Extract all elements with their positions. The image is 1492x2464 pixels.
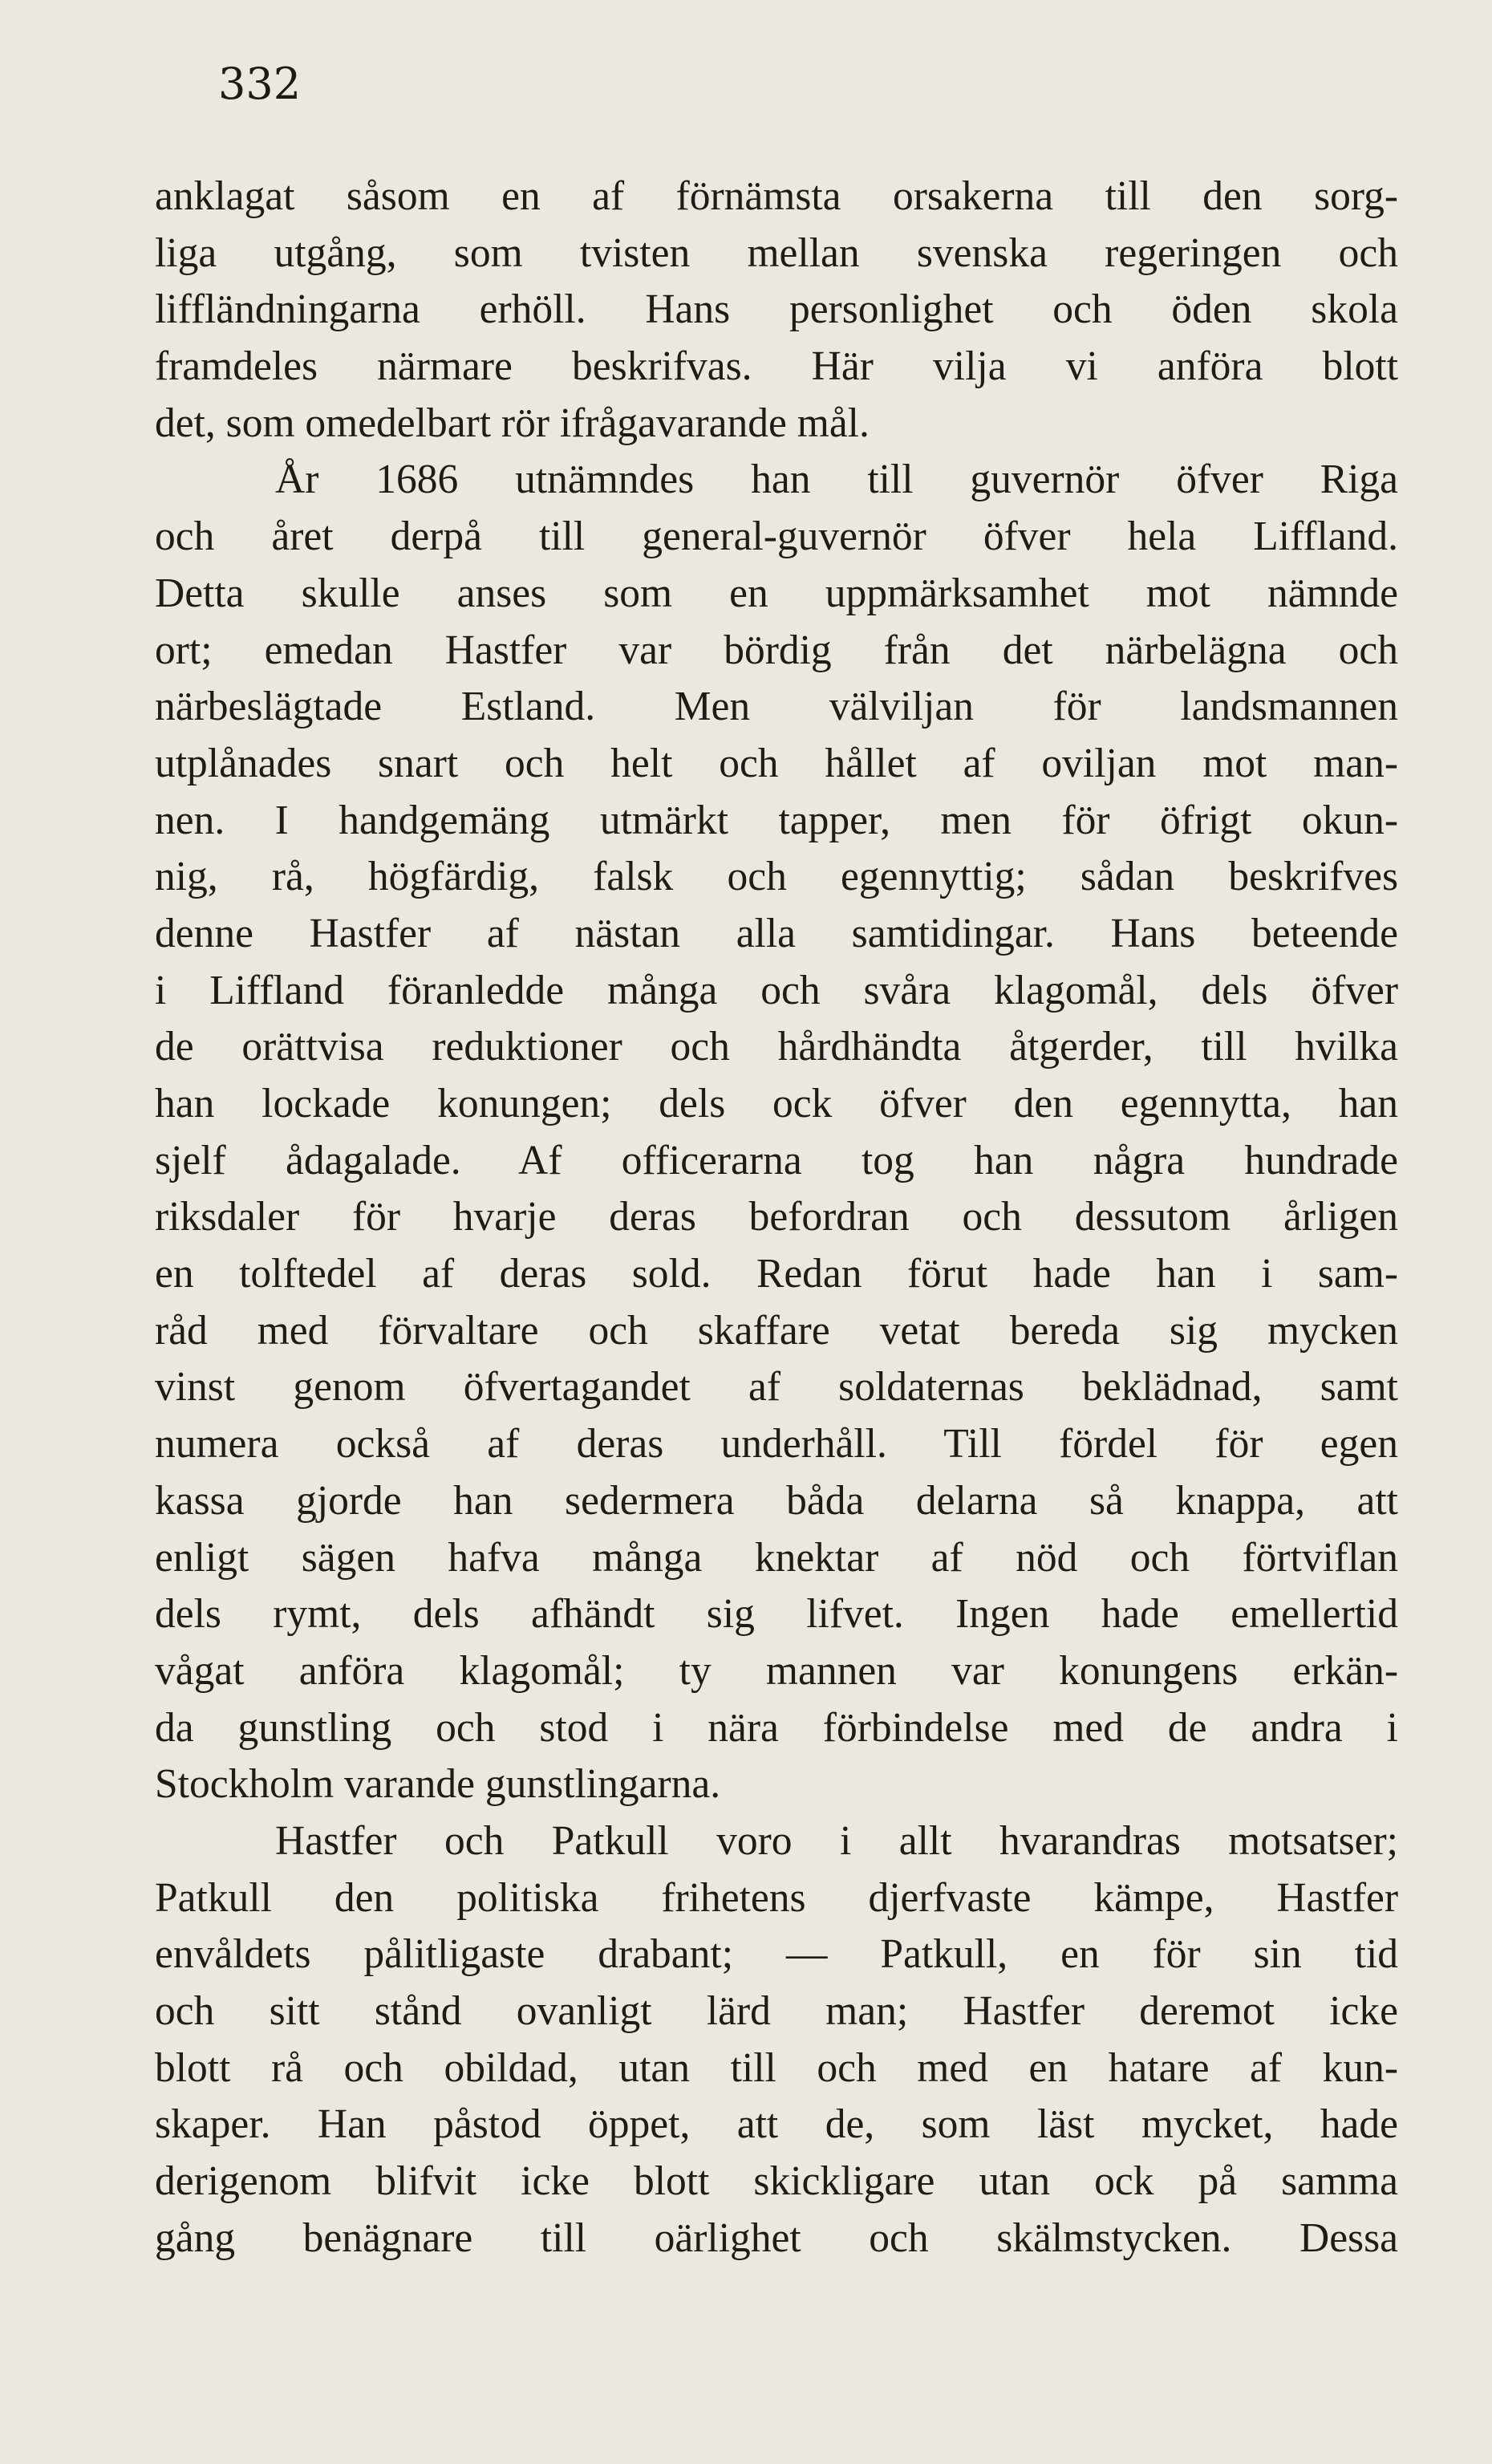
text-line: skaper. Han påstod öppet, att de, som läst mycket, hade [155, 2101, 1398, 2148]
text-line: vågat anföra klagomål; ty mannen var konungens erkän- [155, 1647, 1398, 1694]
text-line: numera också af deras underhåll. Till fördel för egen [155, 1421, 1398, 1467]
text-line: riksdaler för hvarje deras befordran och dessutom årligen [155, 1194, 1398, 1240]
text-line: framdeles närmare beskrifvas. Här vilja vi anföra blott [155, 343, 1398, 390]
text-line: År 1686 utnämndes han till guvernör öfver Riga [275, 457, 1398, 503]
text-line: nig, rå, högfärdig, falsk och egennyttig; sådan beskrifves [155, 854, 1398, 900]
text-line: envåldets pålitligaste drabant; — Patkull, en för sin tid [155, 1931, 1398, 1978]
text-line: kassa gjorde han sedermera båda delarna så knappa, att [155, 1477, 1398, 1524]
body-text [155, 168, 1398, 2267]
text-line: enligt sägen hafva många knektar af nöd och förtviflan [155, 1534, 1398, 1581]
text-line: och sitt stånd ovanligt lärd man; Hastfer deremot icke [155, 1988, 1398, 2034]
page-number: 332 [218, 59, 302, 109]
text-line: da gunstling och stod i nära förbindelse med de andra i [155, 1704, 1398, 1751]
text-line: liffländningarna erhöll. Hans personlighet och öden skola [155, 286, 1398, 333]
text-line: en tolftedel af deras sold. Redan förut hade han i sam- [155, 1251, 1398, 1297]
text-line: denne Hastfer af nästan alla samtidingar. Hans beteende [155, 910, 1398, 956]
text-line: ort; emedan Hastfer var bördig från det närbelägna och [155, 627, 1398, 673]
text-line: utplånades snart och helt och hållet af oviljan mot man- [155, 740, 1398, 786]
text-line: anklagat såsom en af förnämsta orsakerna till den sorg- [155, 173, 1398, 219]
text-line: Stockholm varande gunstlingarna. [155, 1761, 721, 1808]
text-line: nen. I handgemäng utmärkt tapper, men för öfrigt okun- [155, 797, 1398, 843]
text-line: Detta skulle anses som en uppmärksamhet mot nämnde [155, 570, 1398, 616]
text-line: derigenom blifvit icke blott skickligare utan ock på samma [155, 2158, 1398, 2205]
text-line: och året derpå till general-guvernör öfver hela Liffland. [155, 514, 1398, 560]
text-line: liga utgång, som tvisten mellan svenska regeringen och [155, 229, 1398, 276]
text-line: närbeslägtade Estland. Men välviljan för landsmannen [155, 684, 1398, 730]
text-line: han lockade konungen; dels ock öfver den egennytta, han [155, 1081, 1398, 1126]
text-line: Hastfer och Patkull voro i allt hvarandras motsatser; [275, 1817, 1398, 1864]
text-line: i Liffland föranledde många och svåra klagomål, dels öfver [155, 967, 1398, 1013]
text-line: det, som omedelbart rör ifrågavarande mål. [155, 400, 870, 446]
text-line: vinst genom öfvertagandet af soldaternas beklädnad, samt [155, 1364, 1398, 1411]
text-line: de orättvisa reduktioner och hårdhändta åtgerder, till hvilka [155, 1024, 1398, 1070]
text-line: dels rymt, dels afhändt sig lifvet. Ingen hade emellertid [155, 1591, 1398, 1638]
text-line: råd med förvaltare och skaffare vetat bereda sig mycken [155, 1307, 1398, 1354]
text-line: blott rå och obildad, utan till och med en hatare af kun- [155, 2044, 1398, 2091]
text-line: sjelf ådagalade. Af officerarna tog han några hundrade [155, 1137, 1398, 1183]
text-line: Patkull den politiska frihetens djerfvaste kämpe, Hastfer [155, 1874, 1398, 1921]
text-line: gång benägnare till oärlighet och skälmstycken. Dessa [155, 2214, 1398, 2261]
